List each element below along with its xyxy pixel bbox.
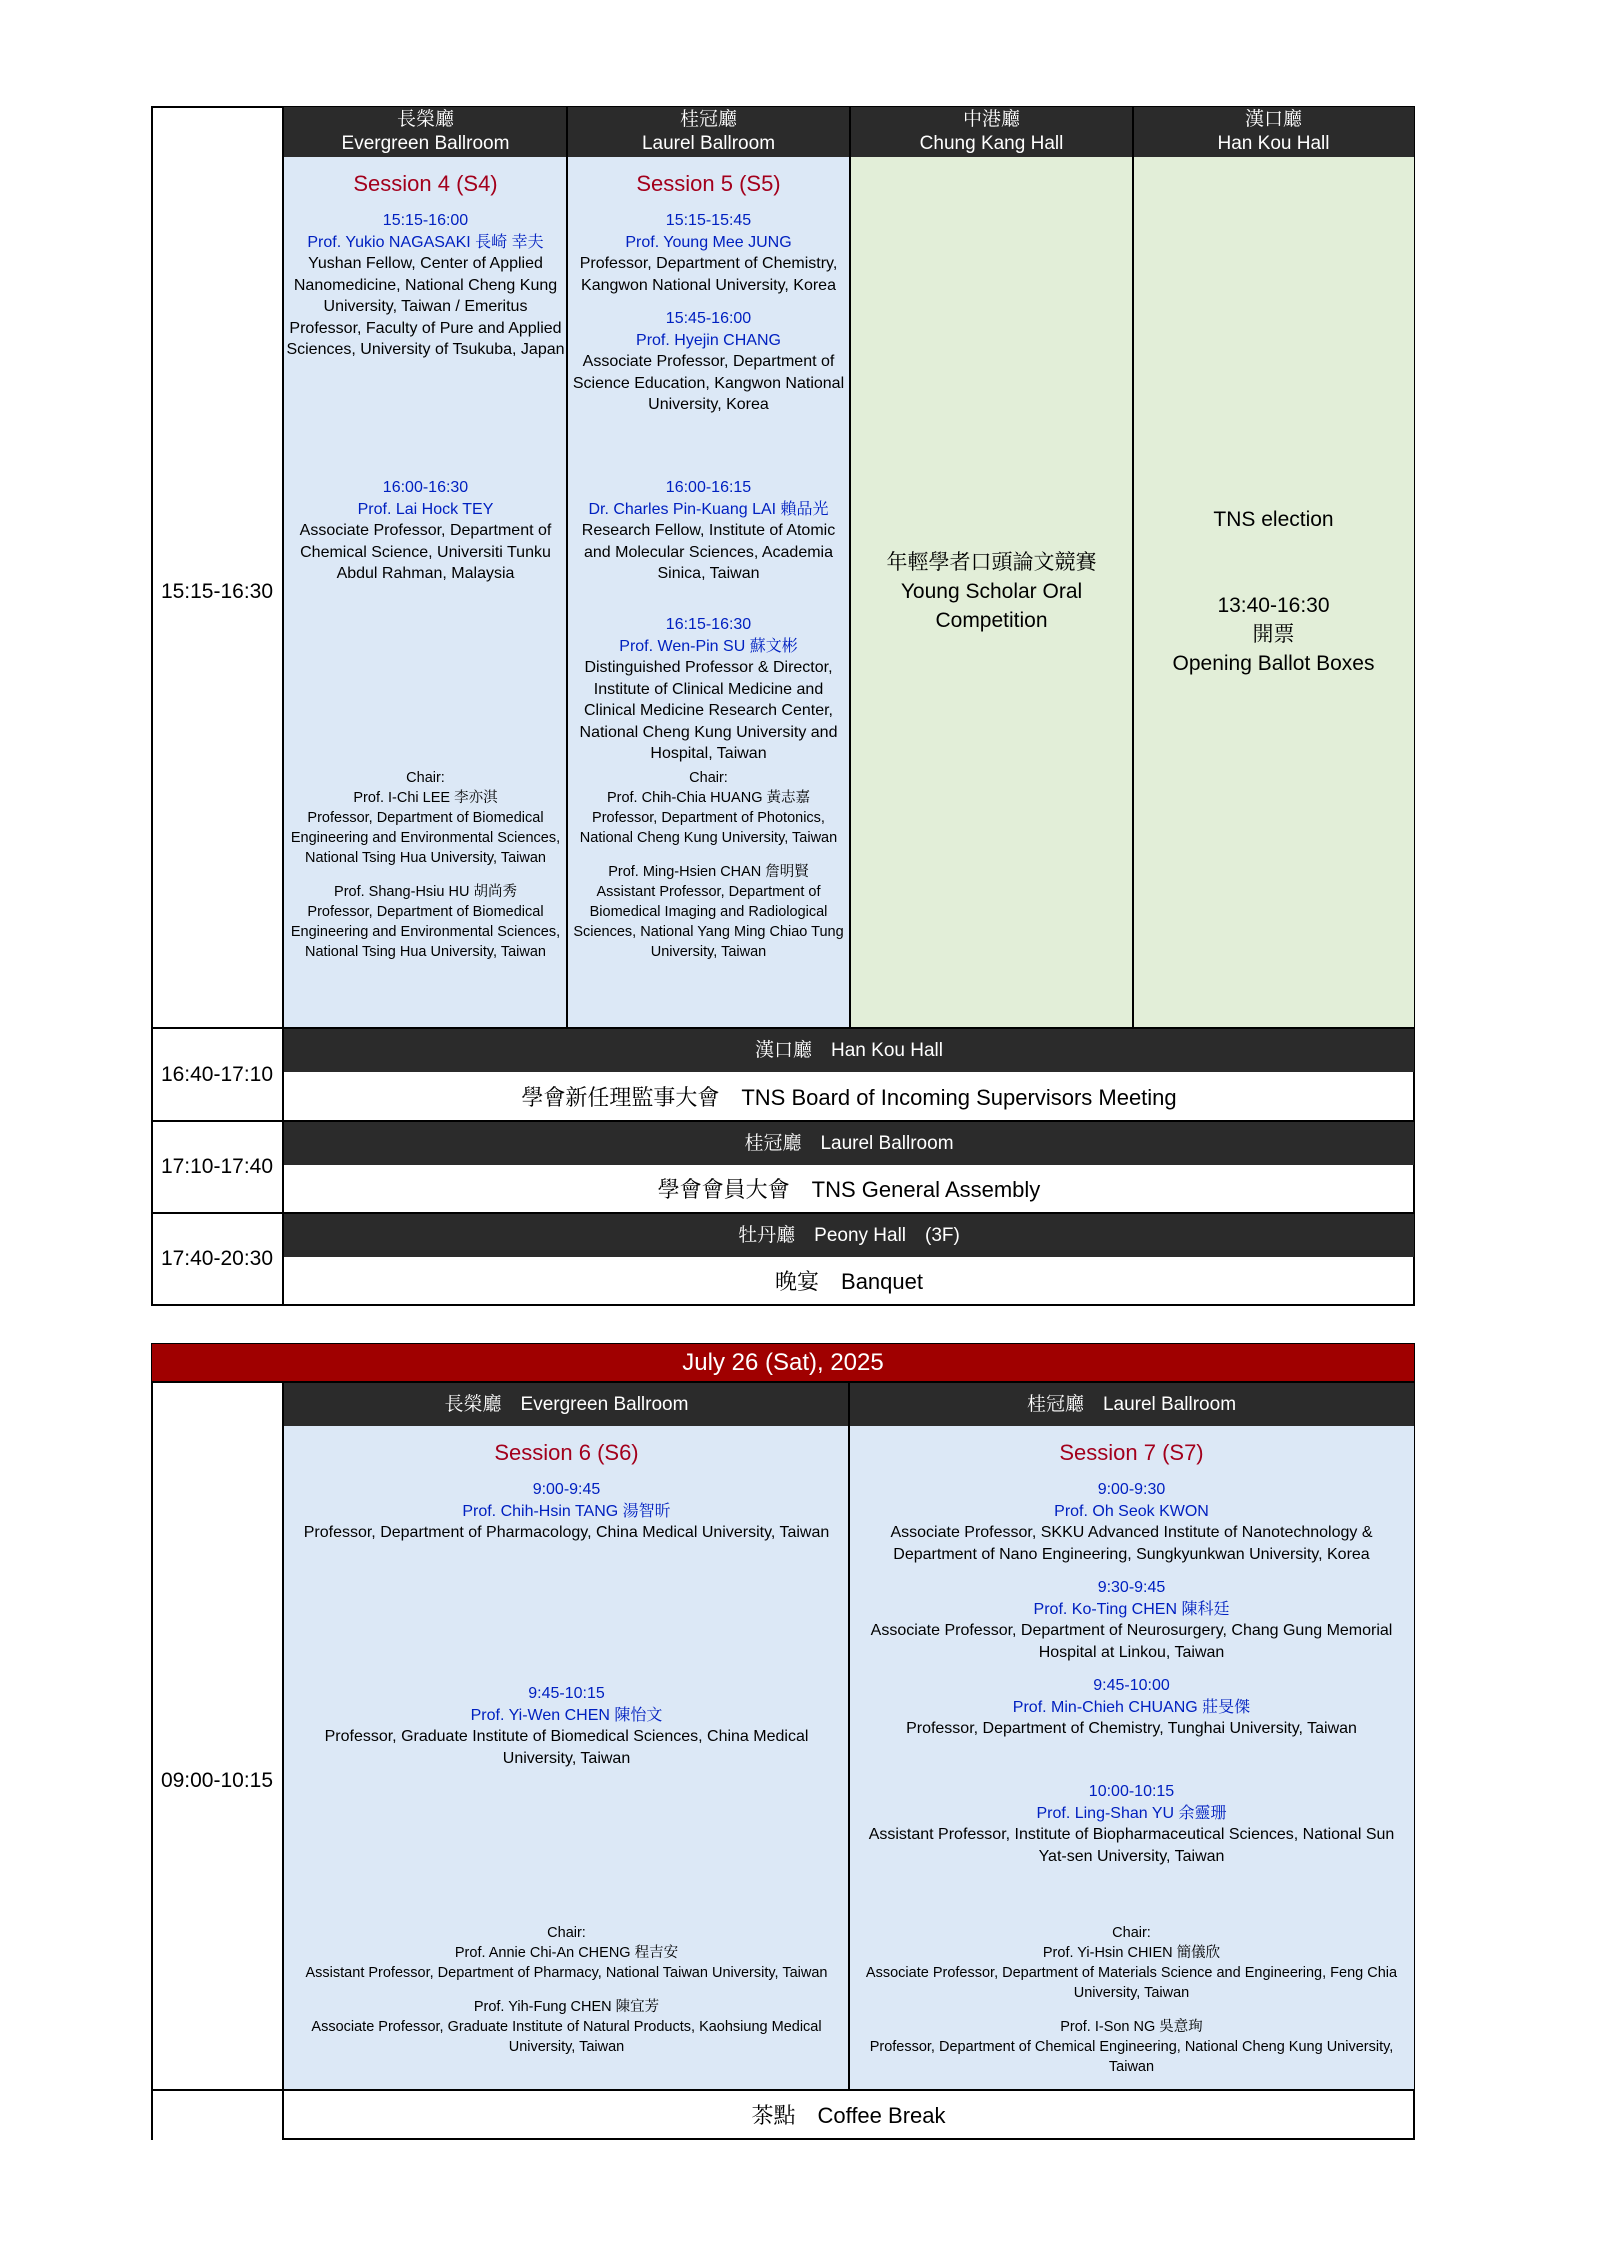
speaker-name: Prof. Young Mee JUNG	[625, 233, 792, 251]
speaker-name: Dr. Charles Pin-Kuang LAI 賴品光	[588, 500, 829, 518]
speaker-name: Prof. Lai Hock TEY	[357, 500, 494, 518]
chair-name: Prof. Annie Chi-An CHENG 程吉安	[454, 1945, 679, 1961]
speaker-affiliation: Professor, Graduate Institute of Biomedical Sciences, China Medical University, Taiwan	[324, 1728, 809, 1767]
speaker-affiliation: Associate Professor, Department of Neurosurgery, Chang Gung Memorial Hospital at Linkou, Taiwan	[870, 1622, 1393, 1661]
speaker-affiliation: Associate Professor, Department of Science Education, Kangwon National University, Korea	[572, 353, 845, 413]
room-header-en: Laurel Ballroom	[641, 133, 776, 154]
speaker-affiliation: Distinguished Professor & Director, Institute of Clinical Medicine and Clinical Medicine Research Center, National Cheng Kung University and Hospital, Taiwan	[579, 659, 838, 762]
talk-time: 9:00-9:45	[532, 1481, 601, 1498]
talk	[855, 1675, 1408, 1740]
speaker-affiliation: Research Fellow, Institute of Atomic and Molecular Sciences, Academia Sinica, Taiwan	[581, 522, 836, 582]
chair-label: Chair:	[547, 1925, 586, 1941]
session-5-chairs	[569, 768, 848, 976]
talk	[569, 308, 848, 416]
talk-time: 10:00-10:15	[1088, 1783, 1175, 1800]
talk-time: 9:30-9:45	[1097, 1579, 1166, 1596]
chair	[290, 1943, 843, 1983]
day-date-banner: July 26 (Sat), 2025	[152, 1344, 1414, 1381]
room-header-en: Chung Kang Hall	[919, 133, 1064, 154]
chair-affiliation: Assistant Professor, Department of Pharmacy, National Taiwan University, Taiwan	[305, 1965, 828, 1981]
talk	[855, 1781, 1408, 1867]
talk	[569, 614, 848, 765]
chair-label: Chair:	[406, 770, 445, 786]
talk	[569, 210, 848, 296]
event-room-header: 牡丹廳 Peony Hall (3F)	[284, 1214, 1414, 1257]
chair-affiliation: Assistant Professor, Department of Biomedical Imaging and Radiological Sciences, National Yang Ming Chiao Tung University, Taiwan	[573, 884, 844, 960]
chair-name: Prof. I-Son NG 吳意珣	[1060, 2019, 1203, 2035]
speaker-affiliation: Assistant Professor, Institute of Biopharmaceutical Sciences, National Sun Yat-sen University, Taiwan	[868, 1826, 1395, 1865]
talk-time: 9:45-10:15	[528, 1685, 605, 1702]
room-header-en: Han Kou Hall	[1217, 133, 1330, 154]
session-4-chairs	[286, 768, 565, 976]
chair-label: Chair:	[689, 770, 728, 786]
chair	[855, 1943, 1408, 2003]
room-header-en: Evergreen Ballroom	[341, 133, 510, 154]
chair	[286, 882, 565, 962]
session-4-content	[286, 160, 565, 373]
competition-zh: 年輕學者口頭論文競賽	[886, 551, 1097, 574]
talk-time: 16:00-16:30	[382, 479, 469, 496]
chair	[569, 862, 848, 962]
time-slot: 17:10-17:40	[160, 1155, 274, 1178]
event-room-header: 漢口廳 Han Kou Hall	[284, 1029, 1414, 1072]
talk	[290, 1479, 843, 1544]
grid-line	[849, 107, 851, 1028]
speaker-name: Prof. Min-Chieh CHUANG 莊旻傑	[1012, 1698, 1251, 1716]
chair-name: Prof. Chih-Chia HUANG 黃志嘉	[606, 790, 811, 806]
speaker-affiliation: Associate Professor, Department of Chemical Science, Universiti Tunku Abdul Rahman, Malaysia	[299, 522, 552, 582]
speaker-name: Prof. Yi-Wen CHEN 陳怡文	[470, 1706, 663, 1724]
talk	[855, 1479, 1408, 1565]
election-zh: 開票	[1252, 623, 1295, 646]
talk	[286, 210, 565, 361]
grid-line	[1132, 107, 1134, 1028]
speaker-name: Prof. Ling-Shan YU 余靈珊	[1036, 1804, 1227, 1822]
session-7-chairs	[855, 1923, 1408, 2091]
session-title: Session 7 (S7)	[1059, 1440, 1204, 1465]
talk-time: 16:00-16:15	[665, 479, 752, 496]
time-slot: 15:15-16:30	[160, 580, 274, 603]
speaker-affiliation: Professor, Department of Pharmacology, China Medical University, Taiwan	[303, 1524, 830, 1541]
chair-affiliation: Professor, Department of Biomedical Engineering and Environmental Sciences, National Tsing Hua University, Taiwan	[290, 810, 561, 866]
session-title: Session 4 (S4)	[353, 171, 498, 196]
speaker-name: Prof. Yukio NAGASAKI 長崎 幸夫	[307, 233, 544, 251]
room-header-zh: 中港廳	[962, 109, 1020, 130]
event-title: 學會新任理監事大會 TNS Board of Incoming Supervisors Meeting	[521, 1084, 1177, 1110]
talk	[290, 1683, 843, 1769]
chair-name: Prof. Shang-Hsiu HU 胡尚秀	[334, 884, 517, 900]
room-header-zh: 長榮廳	[396, 109, 454, 130]
room-header-laurel: 桂冠廳 Laurel Ballroom	[849, 1383, 1414, 1426]
grid-line	[1413, 2090, 1415, 2140]
election-title: TNS election	[1213, 508, 1334, 531]
grid-line	[566, 107, 568, 1028]
chair	[286, 788, 565, 868]
speaker-name: Prof. Wen-Pin SU 蘇文彬	[619, 637, 798, 655]
chair-name: Prof. Yih-Fung CHEN 陳宜芳	[473, 1999, 660, 2015]
election-en: Opening Ballot Boxes	[1172, 652, 1375, 675]
chair-name: Prof. Ming-Hsien CHAN 詹明賢	[608, 864, 809, 880]
chair	[569, 788, 848, 848]
time-slot: 17:40-20:30	[160, 1247, 274, 1270]
time-slot: 16:40-17:10	[160, 1062, 274, 1086]
room-header-zh: 漢口廳	[1244, 109, 1302, 130]
competition-en-line2: Competition	[935, 609, 1048, 632]
room-header-zh: 桂冠廳	[679, 109, 737, 130]
event-title: 學會會員大會 TNS General Assembly	[657, 1177, 1041, 1202]
session-title: Session 6 (S6)	[494, 1440, 639, 1465]
chair-affiliation: Professor, Department of Chemical Engineering, National Cheng Kung University, Taiwan	[869, 2039, 1394, 2075]
room-header-chungkang	[850, 107, 1133, 157]
talk	[286, 477, 565, 585]
event-room-header: 桂冠廳 Laurel Ballroom	[284, 1122, 1414, 1165]
chair-affiliation: Professor, Department of Photonics, National Cheng Kung University, Taiwan	[579, 810, 838, 846]
talk-time: 9:00-9:30	[1097, 1481, 1166, 1498]
session-5-content	[569, 160, 848, 428]
speaker-affiliation: Associate Professor, SKKU Advanced Institute of Nanotechnology & Department of Nano Engineering, Sungkyunkwan University, Korea	[890, 1524, 1373, 1563]
talk-time: 15:15-15:45	[665, 212, 752, 229]
chair-affiliation: Professor, Department of Biomedical Engineering and Environmental Sciences, National Tsing Hua University, Taiwan	[290, 904, 561, 960]
chair	[855, 2017, 1408, 2077]
talk-time: 15:15-16:00	[382, 212, 469, 229]
session-title: Session 5 (S5)	[636, 171, 781, 196]
chair-name: Prof. I-Chi LEE 李亦淇	[353, 790, 498, 806]
tns-election	[1135, 505, 1412, 678]
speaker-name: Prof. Hyejin CHANG	[636, 331, 781, 349]
event-title: 晚宴 Banquet	[775, 1269, 923, 1294]
chair-name: Prof. Yi-Hsin CHIEN 簡儀欣	[1042, 1945, 1221, 1961]
talk	[855, 1577, 1408, 1663]
election-time: 13:40-16:30	[1217, 594, 1330, 617]
chair-affiliation: Associate Professor, Graduate Institute of Natural Products, Kaohsiung Medical University, Taiwan	[311, 2019, 822, 2055]
room-header-evergreen: 長榮廳 Evergreen Ballroom	[284, 1383, 849, 1426]
session-6-content	[290, 1429, 843, 1556]
session-7-content	[855, 1429, 1408, 1752]
grid-line	[282, 1383, 284, 2140]
competition-en-line1: Young Scholar Oral	[900, 580, 1083, 603]
speaker-name: Prof. Chih-Hsin TANG 湯智昕	[462, 1502, 671, 1520]
room-header-laurel	[567, 107, 850, 157]
young-scholar-competition	[852, 548, 1131, 635]
talk-time: 9:45-10:00	[1093, 1677, 1170, 1694]
room-header-hankou	[1133, 107, 1414, 157]
speaker-affiliation: Professor, Department of Chemistry, Kangwon National University, Korea	[579, 255, 838, 294]
chair-label: Chair:	[1112, 1925, 1151, 1941]
grid-line	[284, 2138, 1415, 2140]
speaker-affiliation: Professor, Department of Chemistry, Tunghai University, Taiwan	[906, 1720, 1357, 1737]
talk	[569, 477, 848, 585]
speaker-name: Prof. Oh Seok KWON	[1054, 1502, 1209, 1520]
chair-affiliation: Associate Professor, Department of Materials Science and Engineering, Feng Chia University, Taiwan	[865, 1965, 1398, 2001]
room-header-evergreen	[284, 107, 567, 157]
time-slot: 09:00-10:15	[160, 1769, 274, 1792]
grid-line	[848, 1383, 850, 2090]
talk-time: 16:15-16:30	[665, 616, 752, 633]
speaker-name: Prof. Ko-Ting CHEN 陳科廷	[1033, 1600, 1230, 1618]
talk-time: 15:45-16:00	[665, 310, 752, 327]
speaker-affiliation: Yushan Fellow, Center of Applied Nanomedicine, National Cheng Kung University, Taiwan / Emeritus Professor, Faculty of Pure and Applied Sciences, University of Tsukuba, Japan	[286, 255, 565, 358]
coffee-break: 茶點 Coffee Break	[751, 2103, 946, 2128]
chair	[290, 1997, 843, 2057]
session-6-chairs	[290, 1923, 843, 2071]
